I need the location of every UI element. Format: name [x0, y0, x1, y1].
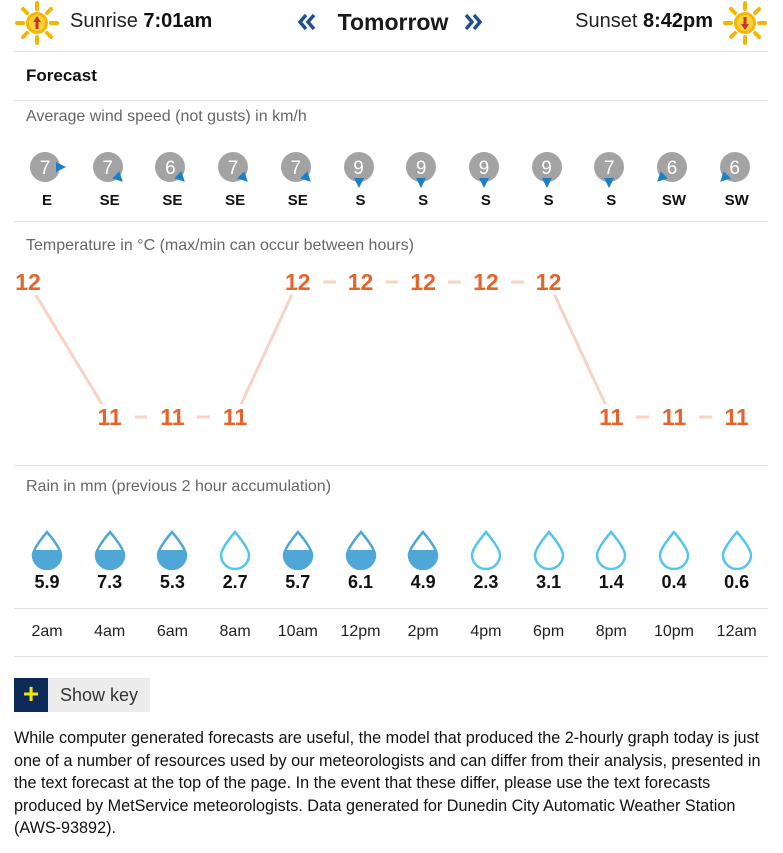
temperature-value: 11: [712, 404, 762, 430]
wind-direction: SW: [724, 192, 749, 209]
day-navigator: [293, 6, 493, 38]
time-label: 4pm: [470, 623, 502, 640]
time-row: [0, 623, 783, 647]
rain-amount: 3.1: [536, 572, 562, 592]
raindrop-icon: [594, 530, 628, 570]
wind-speed: 6: [666, 158, 678, 179]
rain-cell: [456, 530, 516, 593]
wind-speed: 7: [227, 158, 239, 179]
wind-cell: [142, 150, 202, 209]
raindrop-icon: [469, 530, 503, 570]
rain-label: Rain in mm (previous 2 hour accumulation): [26, 478, 332, 495]
raindrop-icon: [93, 530, 127, 570]
sunset-time: 8:42pm: [642, 10, 713, 32]
rain-amount: 5.3: [159, 572, 185, 592]
rain-amount: 2.7: [222, 572, 248, 592]
wind-direction: S: [480, 192, 491, 209]
raindrop-icon: [532, 530, 566, 570]
time-label: 6pm: [533, 623, 565, 640]
time-label: 12pm: [340, 623, 381, 640]
wind-cell: [519, 150, 579, 209]
wind-speed: 7: [102, 158, 113, 179]
temperature-value: 12: [524, 269, 574, 295]
rain-cell: [205, 530, 265, 593]
temperature-value: 12: [336, 269, 386, 295]
wind-speed: 9: [478, 158, 490, 179]
rain-amount: 0.4: [661, 572, 687, 592]
rain-cell: [393, 530, 453, 593]
wind-cell: [644, 150, 704, 209]
sun-bar: [0, 0, 783, 46]
wind-badge: [215, 150, 255, 190]
wind-badge: [278, 150, 318, 190]
time-label: 6am: [156, 623, 188, 640]
show-key-button[interactable]: [14, 678, 150, 712]
wind-direction: E: [41, 192, 52, 209]
double-chevron-right-icon[interactable]: [459, 8, 487, 36]
time-label: 2am: [31, 623, 63, 640]
divider: [14, 608, 768, 609]
raindrop-icon: [155, 530, 189, 570]
rain-cell: [331, 530, 391, 593]
rain-cell: [644, 530, 704, 593]
wind-direction: S: [606, 192, 617, 209]
wind-speed: 9: [415, 158, 427, 179]
sunset-label: Sunset: [575, 10, 638, 32]
show-key-label: Show key: [60, 685, 139, 705]
wind-direction: SE: [287, 192, 308, 209]
sunrise-label: Sunrise: [70, 10, 138, 32]
rain-cell: [519, 530, 579, 593]
forecast-title: Forecast: [26, 66, 97, 85]
time-label: 2pm: [407, 623, 439, 640]
rain-cell: [17, 530, 77, 593]
wind-speed: 9: [353, 158, 364, 179]
temperature-row: [0, 265, 783, 435]
raindrop-icon: [657, 530, 691, 570]
raindrop-icon: [406, 530, 440, 570]
wind-direction: SE: [225, 192, 246, 209]
wind-badge: [152, 150, 192, 190]
wind-direction: S: [355, 192, 366, 209]
temperature-value: 11: [586, 404, 636, 430]
wind-badge: [654, 150, 694, 190]
wind-badge: [591, 150, 631, 190]
divider: [14, 221, 768, 222]
rain-cell: [80, 530, 140, 593]
rain-amount: 7.3: [97, 572, 123, 592]
raindrop-icon: [720, 530, 754, 570]
time-label: 10pm: [653, 623, 695, 640]
time-label: 4am: [94, 623, 126, 640]
divider: [14, 656, 768, 657]
wind-direction: S: [543, 192, 554, 209]
temperature-label: Temperature in °C (max/min can occur between hours): [26, 237, 414, 254]
divider: [14, 465, 768, 466]
rain-cell: [581, 530, 641, 593]
wind-badge: [90, 150, 130, 190]
temperature-value: 11: [649, 404, 699, 430]
raindrop-icon: [218, 530, 252, 570]
rain-amount: 6.1: [347, 572, 374, 592]
wind-badge: [717, 150, 757, 190]
wind-row: [0, 150, 783, 214]
sunset-info: [575, 10, 713, 33]
raindrop-icon: [30, 530, 64, 570]
divider: [14, 51, 768, 52]
wind-badge: [529, 150, 569, 190]
wind-cell: [707, 150, 767, 209]
double-chevron-left-icon[interactable]: [293, 8, 321, 36]
rain-amount: 0.6: [724, 572, 750, 592]
time-label: 12am: [716, 623, 757, 640]
wind-speed: 7: [604, 158, 615, 179]
rain-cell: [268, 530, 328, 593]
sunset-icon: [722, 0, 768, 46]
wind-cell: [80, 150, 140, 209]
wind-cell: [393, 150, 453, 209]
rain-amount: 2.3: [473, 572, 499, 592]
rain-amount: 5.7: [285, 572, 311, 592]
sunrise-info: [70, 10, 212, 33]
divider: [14, 100, 768, 101]
temperature-value: 12: [3, 269, 53, 295]
temperature-value: 12: [461, 269, 511, 295]
wind-direction: S: [418, 192, 429, 209]
rain-amount: 1.4: [598, 572, 624, 592]
temperature-value: 11: [210, 404, 260, 430]
time-label: 8pm: [595, 623, 627, 640]
wind-direction: SE: [162, 192, 183, 209]
wind-speed: 9: [541, 158, 552, 179]
raindrop-icon: [281, 530, 315, 570]
rain-row: [0, 530, 783, 600]
wind-cell: [17, 150, 77, 209]
wind-cell: [331, 150, 391, 209]
raindrop-icon: [344, 530, 378, 570]
wind-badge: [27, 150, 67, 190]
wind-speed: 7: [290, 158, 302, 179]
temperature-value: 11: [147, 404, 197, 430]
disclaimer-text: While computer generated forecasts are useful, the model that produced the 2-hourly graph today is just one of a number of resources used by our meteorologists and can differ from their analysis, presented in the text forecast at the top of the page. In the event that these differ, please use the text forecasts produced by MetService meteorologists. Data generated for Dunedin City Automatic Weather Station (AWS-93892).: [14, 729, 761, 837]
wind-label: Average wind speed (not gusts) in km/h: [26, 108, 307, 125]
time-label: 10am: [277, 623, 318, 640]
wind-direction: SW: [661, 192, 687, 209]
rain-amount: 4.9: [410, 572, 436, 592]
wind-speed: 6: [165, 158, 176, 179]
wind-cell: [456, 150, 516, 209]
sunrise-time: 7:01am: [143, 10, 213, 32]
temperature-value: 12: [398, 269, 448, 295]
wind-badge: [466, 150, 506, 190]
wind-cell: [205, 150, 265, 209]
plus-icon: +: [14, 678, 48, 712]
rain-cell: [707, 530, 767, 593]
rain-cell: [142, 530, 202, 593]
sunrise-icon: [14, 0, 60, 46]
temperature-value: 12: [273, 269, 323, 295]
rain-amount: 5.9: [34, 572, 60, 592]
wind-cell: [268, 150, 328, 209]
wind-direction: SE: [99, 192, 120, 209]
time-label: 8am: [219, 623, 251, 640]
wind-speed: 7: [39, 158, 51, 179]
wind-badge: [341, 150, 381, 190]
wind-cell: [581, 150, 641, 209]
wind-speed: 6: [729, 158, 740, 179]
wind-badge: [403, 150, 443, 190]
day-title: Tomorrow: [337, 9, 449, 35]
temperature-value: 11: [85, 404, 135, 430]
